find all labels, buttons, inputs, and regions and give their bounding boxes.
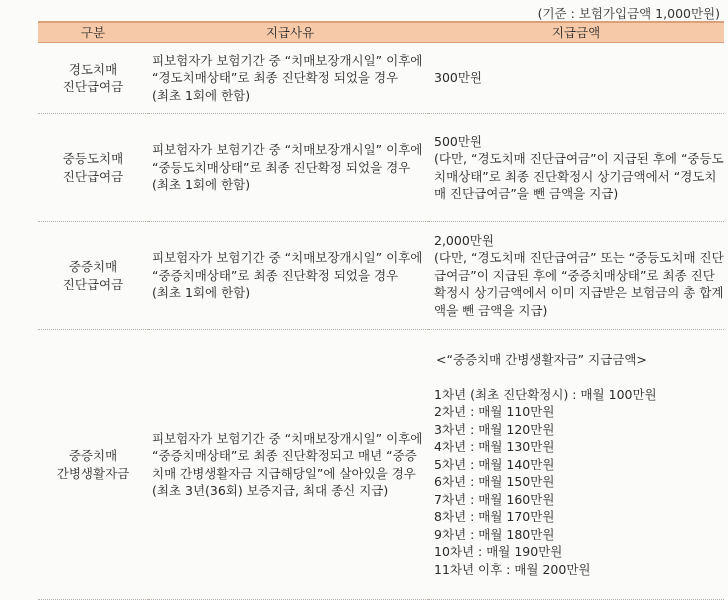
schedule-spacer	[434, 369, 724, 386]
reason-cell	[148, 43, 428, 114]
amount-value: 500만원	[434, 133, 483, 149]
schedule-item: 6차년 : 매월 150만원	[434, 474, 555, 489]
reason-text: 피보험자가 보험기간 중 “치매보장개시일” 이후에 “중증치매상태”로 최종 진단확정 되었을 경우	[152, 250, 423, 283]
schedule-item: 4차년 : 매월 130만원	[434, 439, 555, 454]
benefit-table	[38, 21, 724, 600]
category-cell	[38, 114, 148, 222]
schedule-item: 2차년 : 매월 110만원	[434, 404, 555, 419]
amount-condition: (다만, “경도치매 진단급여금” 또는 “중등도치매 진단급여금”이 지급된 후에 “중증치매상태”로 최종 진단확정시 상기금액에서 이미 지급받은 보험금의 총 합계액을 뺀 금액을 지급)	[434, 250, 724, 318]
amount-cell	[428, 43, 724, 114]
category-line: 중증치매	[68, 259, 118, 274]
schedule-item: 1차년 (최초 진단확정시) : 매월 100만원	[434, 386, 657, 402]
reason-text: 피보험자가 보험기간 중 “치매보장개시일” 이후에 “중증치매상태”로 최종 진단확정되고 매년 “중증치매 간병생활자금 지급해당일”에 살아있을 경우	[152, 430, 423, 481]
amount-value: 300만원	[434, 70, 483, 86]
category-line: 진단급여금	[62, 168, 124, 184]
category-line: 중등도치매	[62, 151, 124, 166]
amount-cell	[428, 222, 724, 330]
category-line: 간병생활자금	[56, 465, 130, 481]
reason-limit: (최초 1회에 한함)	[152, 177, 251, 193]
schedule-item: 10차년 : 매월 190만원	[434, 544, 563, 559]
table-row	[38, 114, 724, 222]
category-line: 진단급여금	[62, 79, 124, 94]
reason-limit: (최초 1회에 한함)	[152, 285, 251, 301]
category-cell	[38, 43, 148, 114]
category-cell	[38, 330, 148, 600]
reason-cell	[148, 114, 428, 222]
reason-cell	[148, 330, 428, 600]
reason-text: 피보험자가 보험기간 중 “치매보장개시일” 이후에 “경도치매상태”로 최종 진단확정 되었을 경우	[152, 52, 423, 86]
header-category: 구분	[38, 22, 148, 43]
schedule-item: 11차년 이후 : 매월 200만원	[434, 561, 591, 577]
amount-cell	[428, 114, 724, 222]
table-row	[38, 222, 724, 330]
header-amount: 지급금액	[428, 22, 724, 43]
category-line: 진단급여금	[62, 276, 124, 292]
amount-condition: (다만, “경도치매 진단급여금”이 지급된 후에 “중등도치매상태”로 최종 진단확정시 상기금액에서 “경도치매 진단급여금”을 뺀 금액을 지급)	[434, 151, 724, 201]
header-reason: 지급사유	[148, 22, 428, 43]
reason-cell	[148, 222, 428, 330]
table-row	[38, 330, 724, 600]
table-header-row	[38, 22, 724, 43]
schedule-item: 8차년 : 매월 170만원	[434, 509, 555, 524]
amount-value: 2,000만원	[434, 232, 494, 248]
schedule-item: 9차년 : 매월 180만원	[434, 526, 555, 542]
category-line: 경도치매	[68, 61, 118, 77]
category-cell	[38, 222, 148, 330]
schedule-item: 5차년 : 매월 140만원	[434, 456, 555, 472]
table-row	[38, 43, 724, 114]
reason-text: 피보험자가 보험기간 중 “치매보장개시일” 이후에 “중등도치매상태”로 최종 진단확정 되었을 경우	[152, 142, 423, 175]
reason-limit: (최초 1회에 한함)	[152, 87, 251, 103]
category-line: 중증치매	[68, 448, 118, 463]
schedule-item: 3차년 : 매월 120만원	[434, 421, 555, 437]
schedule-title: <“중증치매 간병생활자금” 지급금액>	[436, 352, 647, 367]
schedule-item: 7차년 : 매월 160만원	[434, 491, 555, 507]
amount-cell	[428, 330, 724, 600]
basis-note: (기준 : 보험가입금액 1,000만원)	[537, 6, 720, 21]
reason-limit: (최초 3년(36회) 보증지급, 최대 종신 지급)	[152, 483, 389, 498]
